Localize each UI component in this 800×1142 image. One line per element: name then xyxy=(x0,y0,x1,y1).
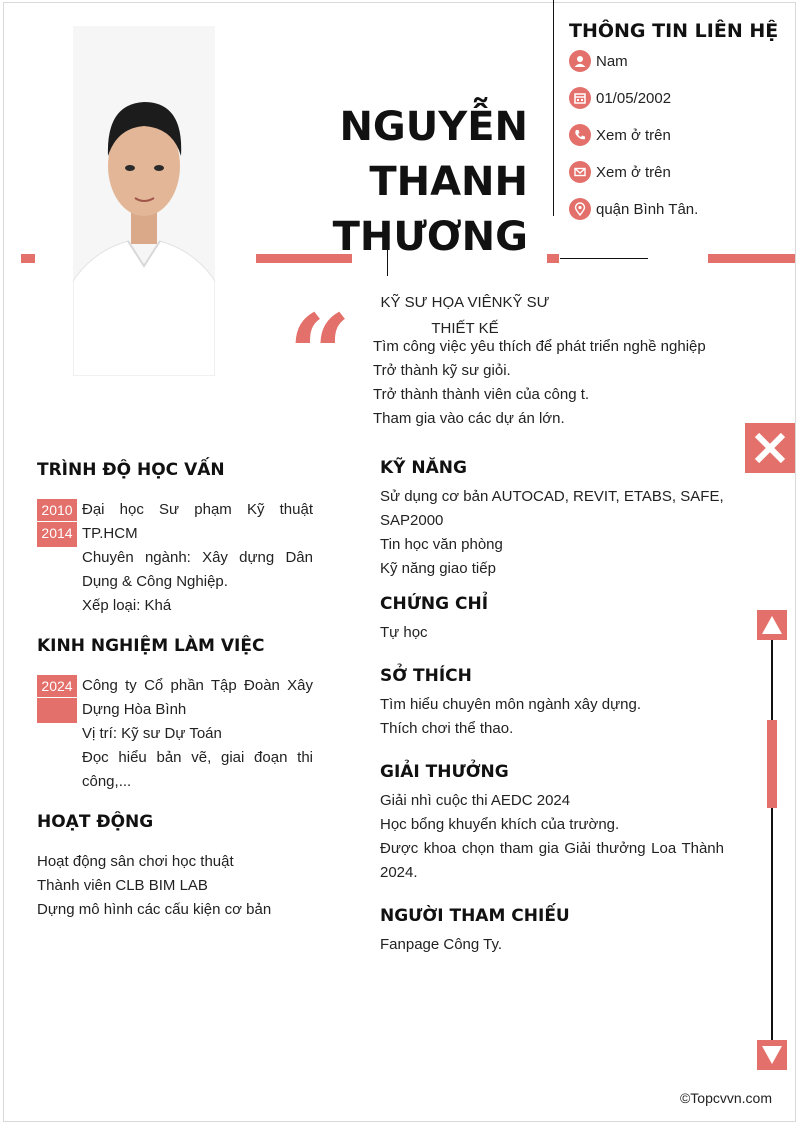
scrollbar-track[interactable] xyxy=(771,640,773,1040)
skills-list xyxy=(380,485,725,581)
activities-title: HOẠT ĐỘNG xyxy=(37,812,154,832)
education-year-end: 2014 xyxy=(37,522,77,545)
scroll-up-button[interactable] xyxy=(757,610,787,640)
references-title: NGƯỜI THAM CHIẾU xyxy=(380,906,570,926)
mail-icon xyxy=(569,161,591,183)
contact-email-value: Xem ở trên xyxy=(596,163,671,181)
experience-description: Đọc hiểu bản vẽ, giai đoạn thi công,... xyxy=(82,749,313,790)
contact-gender-value: Nam xyxy=(596,52,628,70)
list-item: Dựng mô hình các cấu kiện cơ bản xyxy=(37,901,272,918)
objective-line: Trở thành thành viên của công t. xyxy=(373,386,590,403)
list-item: Sử dụng cơ bản AUTOCAD, REVIT, ETABS, SAFE, SAP2000 xyxy=(380,488,724,529)
contact-email xyxy=(569,159,671,185)
experience-details xyxy=(82,674,313,794)
list-item: Tìm hiểu chuyên môn ngành xây dựng. xyxy=(380,696,642,713)
contact-address-value: quận Bình Tân. xyxy=(596,200,699,218)
footer-copyright: ©Topcvvn.com xyxy=(679,1090,772,1106)
objective-line: Trở thành kỹ sư giỏi. xyxy=(373,362,511,379)
person-icon xyxy=(569,50,591,72)
scrollbar-thumb[interactable] xyxy=(767,720,777,808)
list-item: Tự học xyxy=(380,624,428,641)
accent-bar-left xyxy=(21,254,35,263)
activities-list xyxy=(37,850,337,922)
references-list xyxy=(380,933,725,957)
name-line-2: THANH xyxy=(369,159,528,205)
certificates-title: CHỨNG CHỈ xyxy=(380,594,489,614)
contact-gender xyxy=(569,48,628,74)
education-major: Chuyên ngành: Xây dựng Dân Dụng & Công Nghiệp. xyxy=(82,549,313,590)
list-item: Kỹ năng giao tiếp xyxy=(380,560,496,577)
education-year-start: 2010 xyxy=(37,499,77,522)
arrow-up-icon xyxy=(761,614,783,636)
skills-title: KỸ NĂNG xyxy=(380,458,467,478)
education-details xyxy=(82,498,313,618)
experience-year: 2024 xyxy=(37,675,77,698)
experience-position: Vị trí: Kỹ sư Dự Toán xyxy=(82,725,222,742)
list-item: Thích chơi thể thao. xyxy=(380,720,514,737)
contact-address xyxy=(569,196,698,222)
list-item: Giải nhì cuộc thi AEDC 2024 xyxy=(380,792,571,809)
close-icon xyxy=(753,431,787,465)
experience-year-badge xyxy=(37,675,77,723)
accent-bar-right xyxy=(708,254,795,263)
phone-icon xyxy=(569,124,591,146)
contact-title: THÔNG TIN LIÊN HỆ xyxy=(569,20,779,42)
certificates-list xyxy=(380,621,725,645)
location-icon xyxy=(569,198,591,220)
education-school: Đại học Sư phạm Kỹ thuật TP.HCM xyxy=(82,501,313,542)
list-item: Tin học văn phòng xyxy=(380,536,503,553)
objective-line: Tham gia vào các dự án lớn. xyxy=(373,410,565,427)
candidate-name xyxy=(333,100,528,265)
list-item: Thành viên CLB BIM LAB xyxy=(37,877,208,894)
list-item: Hoạt động sân chơi học thuật xyxy=(37,853,234,870)
profile-photo xyxy=(73,26,215,376)
arrow-down-icon xyxy=(761,1044,783,1066)
list-item: Học bổng khuyển khích của trường. xyxy=(380,816,620,833)
list-item: Được khoa chọn tham gia Giải thưởng Loa Thành 2024. xyxy=(380,840,724,881)
career-objective xyxy=(373,335,706,431)
hobbies-title: SỞ THÍCH xyxy=(380,666,472,686)
awards-title: GIẢI THƯỞNG xyxy=(380,762,509,782)
contact-phone-value: Xem ở trên xyxy=(596,126,671,144)
experience-title: KINH NGHIỆM LÀM VIỆC xyxy=(37,636,265,656)
list-item: Fanpage Công Ty. xyxy=(380,936,503,953)
hobbies-list xyxy=(380,693,725,741)
quote-icon: “ xyxy=(288,290,352,419)
education-title: TRÌNH ĐỘ HỌC VẤN xyxy=(37,460,225,480)
name-line-1: NGUYỄN xyxy=(339,104,528,150)
calendar-icon xyxy=(569,87,591,109)
header-divider-horizontal xyxy=(560,258,648,259)
education-year-badge xyxy=(37,499,77,547)
contact-divider-vertical xyxy=(553,0,554,216)
name-line-3: THƯƠNG xyxy=(332,214,528,260)
job-title: KỸ SƯ HỌA VIÊNKỸ SƯ THIẾT KẾ xyxy=(380,294,550,337)
contact-birthday xyxy=(569,85,671,111)
experience-company: Công ty Cổ phần Tập Đoàn Xây Dựng Hòa Bình xyxy=(82,677,313,718)
objective-line: Tìm công việc yêu thích để phát triển nghề nghiệp xyxy=(373,338,706,355)
education-rank: Xếp loại: Khá xyxy=(82,597,172,614)
awards-list xyxy=(380,789,724,885)
contact-birthday-value: 01/05/2002 xyxy=(596,89,672,107)
contact-phone xyxy=(569,122,671,148)
scroll-down-button[interactable] xyxy=(757,1040,787,1070)
close-button[interactable] xyxy=(745,423,795,473)
accent-bar-small xyxy=(547,254,559,263)
